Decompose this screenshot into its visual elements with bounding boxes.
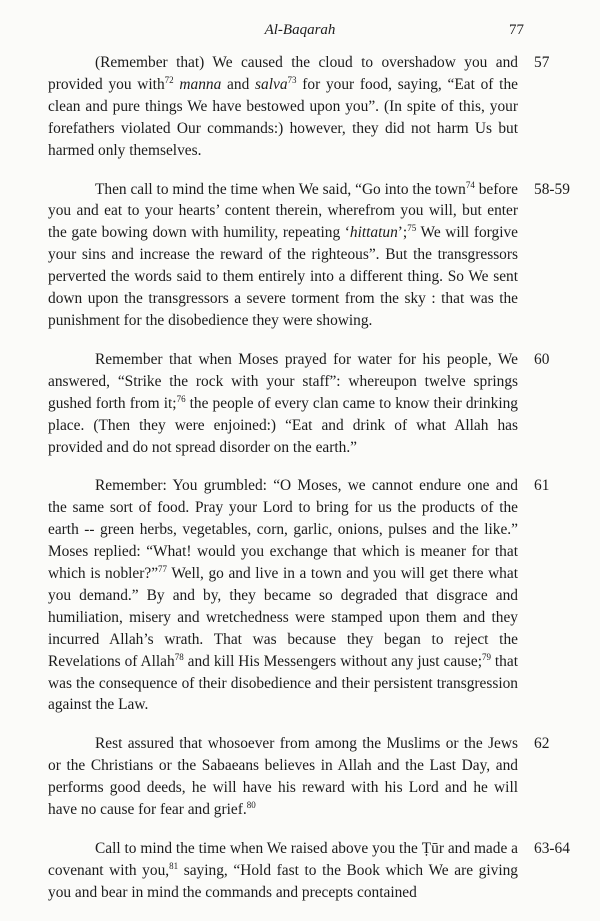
text-run: ’; xyxy=(397,224,408,242)
verse-text xyxy=(48,179,518,332)
text-run: that was the consequence of their disobedience and their persistent transgression against the Law. xyxy=(48,652,518,714)
text-run: Call to mind the time when We raised above you the Ṭūr and made a covenant with you, xyxy=(48,840,518,879)
text-run: saying, “Hold fast to the Book which We are giving you and bear in mind the commands and precepts contained xyxy=(48,861,518,901)
verse-number: 57 xyxy=(534,54,550,71)
text-run: We will forgive your sins and increase the reward of the righteous”. But the transgressors perverted the words said to them entirely into a different thing. So We sent down upon the transgressors a severe torment from the sky : that was the punishment for the disobedience they were showing. xyxy=(48,224,518,329)
verse-number: 62 xyxy=(534,735,550,753)
text-run: Remember that when Moses prayed for water for his people, We answered, “Strike the rock with your staff”: whereupon twelve springs gushed forth from it; xyxy=(48,350,518,412)
footnote-ref: 76 xyxy=(176,393,186,404)
verse-number: 63-64 xyxy=(534,840,570,857)
verse-number: 60 xyxy=(534,350,550,368)
verse-text xyxy=(48,349,518,459)
page-body xyxy=(48,52,570,921)
text-run: and kill His Messengers without any just cause; xyxy=(183,652,482,670)
text-run: (Remember that) We caused the cloud to overshadow you and provided you with xyxy=(48,54,518,93)
italic-term: manna xyxy=(179,75,222,93)
verse-block xyxy=(48,733,550,821)
footnote-ref: 72 xyxy=(164,74,174,85)
verse-text xyxy=(48,52,518,162)
footnote-ref: 73 xyxy=(287,74,297,85)
text-run: for your food, saying, “Eat of the clean and pure things We have bestowed upon you”. (In spite of this, your forefathers violated Our commands:) however, they did not harm Us but harmed only themselves. xyxy=(48,75,518,159)
verse-text xyxy=(48,838,518,904)
footnote-ref: 75 xyxy=(407,223,417,234)
verse-block xyxy=(48,52,550,162)
footnote-ref: 74 xyxy=(465,179,475,190)
text-run: Well, go and live in a town and you will get there what you demand.” By and by, they became so degraded that disgrace and humiliation, misery and wretchedness were stamped upon them and they incurred Allah’s wrath. That was because they began to reject the Revelations of Allah xyxy=(48,565,518,670)
verse-number: 61 xyxy=(534,477,550,495)
text-run: Remember: You grumbled: “O Moses, we cannot endure one and the same sort of food. Pray your Lord to bring for us the products of the earth -- green herbs, vegetables, corn, garlic, onions, pulses and the like.” Moses replied: “What! would you exchange that which is meaner for that which is nobler?” xyxy=(48,477,518,583)
verse-block xyxy=(48,179,570,332)
page-header xyxy=(0,22,600,44)
verse-text xyxy=(48,475,518,716)
verse-block xyxy=(48,349,550,459)
text-run: before you and eat to your hearts’ content therein, wherefrom you will, but enter the gate bowing down with humility, repeating ‘ xyxy=(48,180,519,242)
italic-term: salva xyxy=(255,75,288,93)
footnote-ref: 78 xyxy=(174,651,184,662)
text-run: Rest assured that whosoever from among the Muslims or the Jews or the Christians or the Sabaeans believes in Allah and the Last Day, and performs good deeds, he will have his reward with his Lord and he will have no cause for fear and grief. xyxy=(48,735,518,819)
text-run: the people of every clan came to know their drinking place. (Then they were enjoined:) “Eat and drink of what Allah has provided and do not spread disorder on the earth.” xyxy=(48,394,518,456)
text-run: and xyxy=(221,75,256,93)
verse-block xyxy=(48,475,550,716)
footnote-ref: 77 xyxy=(158,564,168,575)
page-number: 77 xyxy=(509,22,524,38)
verse-block xyxy=(48,838,570,904)
running-title: Al-Baqarah xyxy=(264,22,336,38)
footnote-ref: 81 xyxy=(169,860,179,871)
text-run: Then call to mind the time when We said, “Go into the town xyxy=(95,180,466,198)
verse-text xyxy=(48,733,518,821)
footnote-ref: 80 xyxy=(246,800,256,811)
footnote-ref: 79 xyxy=(481,651,491,662)
verse-number: 58-59 xyxy=(534,180,570,198)
italic-term: hittatun xyxy=(349,224,398,242)
